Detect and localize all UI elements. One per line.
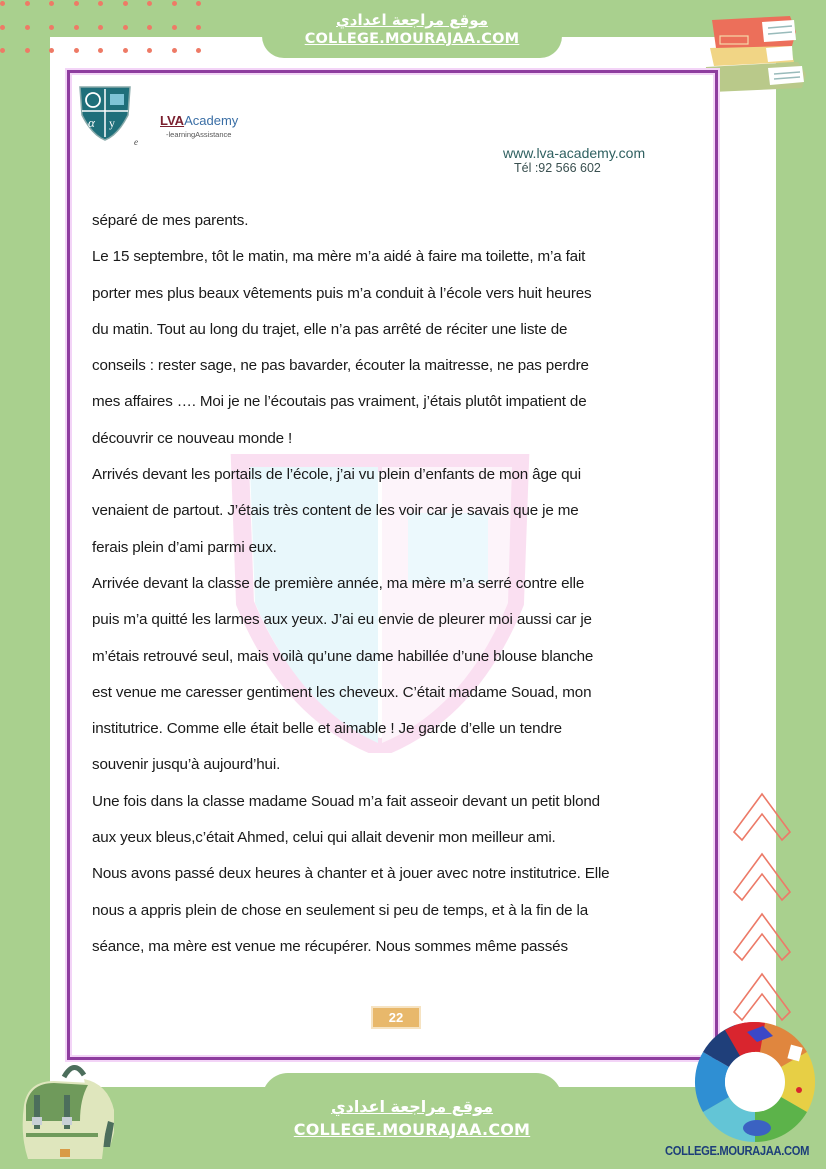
logo-name-rest: Academy [184, 113, 239, 128]
svg-text:y: y [109, 116, 115, 130]
footer-site-link[interactable]: COLLEGE.MOURAJAA.COM [293, 1120, 531, 1139]
header-site-tab[interactable] [262, 0, 562, 58]
text-line: Une fois dans la classe madame Souad m’a fait asseoir devant un petit blond [92, 792, 600, 810]
logo-tagline: -learningAssistance [166, 130, 232, 139]
text-line: puis m’a quitté les larmes aux yeux. J’ai eu envie de pleurer moi aussi car je [92, 611, 592, 629]
page-number-badge: 22 [371, 1006, 421, 1029]
text-line: Arrivée devant la classe de première année, ma mère m’a serré contre elle [92, 574, 585, 592]
text-line: institutrice. Comme elle était belle et aimable ! Je garde d’elle un tendre [92, 720, 562, 738]
text-line: porter mes plus beaux vêtements puis m’a conduit à l’école vers huit heures [92, 284, 592, 302]
text-line: aux yeux bleus,c’était Ahmed, celui qui allait devenir mon meilleur ami. [92, 829, 556, 847]
decorative-dots [0, 25, 221, 33]
svg-text:α: α [88, 115, 95, 130]
header-site-link[interactable]: COLLEGE.MOURAJAA.COM [304, 31, 520, 47]
website-link[interactable]: www.lva-academy.com [503, 145, 646, 161]
college-mourajaa-badge-text[interactable]: COLLEGE.MOURAJAA.COM [665, 1143, 810, 1158]
text-line: venaient de partout. J’étais très content de les voir car je savais que je me [92, 502, 579, 520]
decorative-dots [0, 48, 221, 56]
text-line: Nous avons passé deux heures à chanter et à jouer avec notre institutrice. Elle [92, 865, 610, 883]
footer-site-tab[interactable] [262, 1073, 562, 1169]
text-line: du matin. Tout au long du trajet, elle n’a pas arrêté de réciter une liste de [92, 320, 568, 338]
academy-logo-text [160, 113, 238, 139]
document-frame [67, 70, 718, 1060]
text-line: Arrivés devant les portails de l’école, j’ai vu plein d’enfants de mon âge qui [92, 466, 581, 484]
logo-name-bold: LVA [160, 113, 185, 128]
text-line: Le 15 septembre, tôt le matin, ma mère m’a aidé à faire ma toilette, m’a fait [92, 248, 586, 266]
contact-info [503, 145, 645, 176]
phone-number: Tél :92 566 602 [514, 161, 601, 175]
decorative-dots [0, 1, 221, 9]
text-line: découvrir ce nouveau monde ! [92, 429, 293, 447]
text-line: nous a appris plein de chose en seulement si peu de temps, et à la fin de la [92, 901, 589, 919]
logo-mark: e [134, 137, 138, 147]
header-arabic-title: موقع مراجعة اعدادي [336, 11, 488, 29]
college-mourajaa-wheel-logo [693, 1020, 817, 1144]
text-line: séance, ma mère est venue me récupérer. Nous sommes même passés [92, 937, 568, 955]
text-line: m’étais retrouvé seul, mais voilà qu’une dame habillée d’une blouse blanche [92, 647, 594, 665]
backpack-icon [14, 1055, 114, 1165]
text-line: séparé de mes parents. [92, 212, 249, 229]
text-line: ferais plein d’ami parmi eux. [92, 538, 277, 556]
text-line: est venue me caresser gentiment les cheveux. C’était madame Souad, mon [92, 683, 592, 701]
text-line: conseils : rester sage, ne pas bavarder, écouter la maitresse, ne pas perdre [92, 357, 589, 375]
chevron-up-icons [732, 792, 792, 1032]
text-line: mes affaires …. Moi je ne l’écoutais pas vraiment, j’étais plutôt impatient de [92, 393, 587, 411]
academy-shield-logo [78, 85, 132, 141]
footer-arabic-title: موقع مراجعة اعدادي [330, 1097, 494, 1116]
text-line: souvenir jusqu’à aujourd’hui. [92, 756, 281, 774]
document-body [92, 211, 707, 973]
